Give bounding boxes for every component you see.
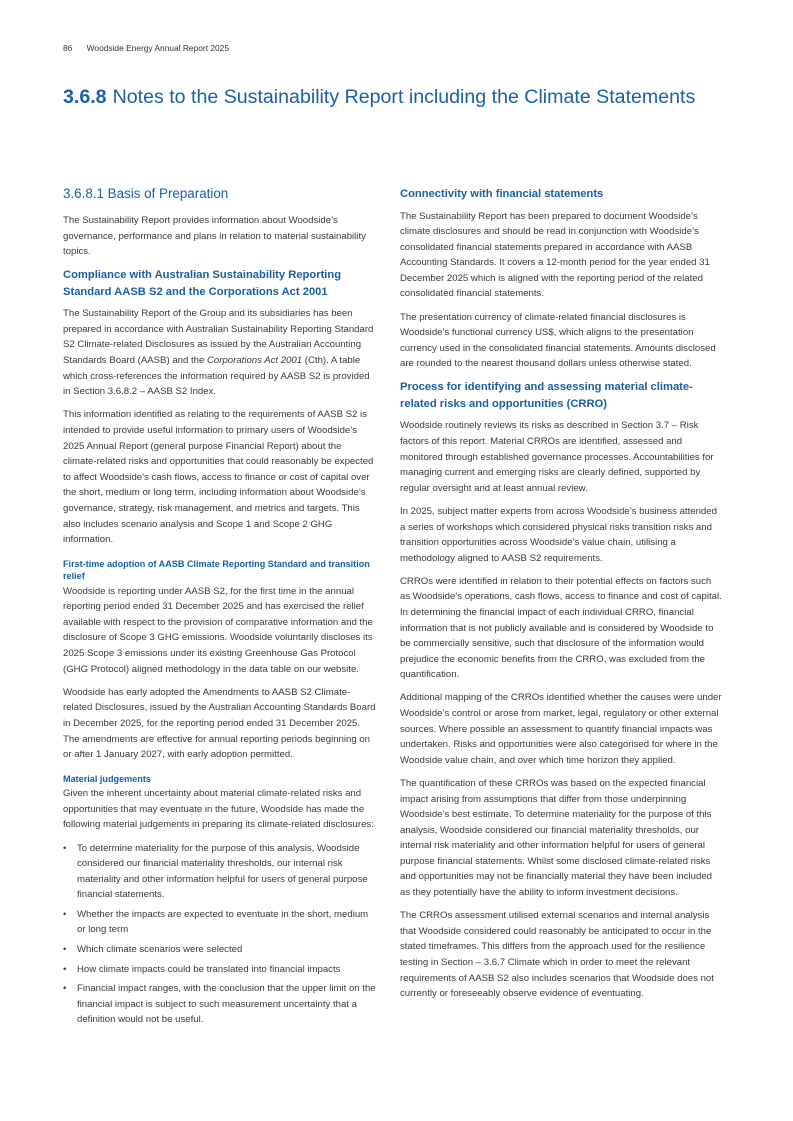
- corporations-act-italic: Corporations Act 2001: [207, 355, 303, 367]
- page-header: [63, 43, 229, 53]
- connectivity-paragraph-1: The Sustainability Report has been prepared to document Woodside’s climate disclosures and should be read in conjunction with Woodside’s consolidated financial statements prepared in accordance with AASB Accounting Standards. It covers a 12-month period for the year ended 31 December 2025 which is aligned with the reporting period of the related consolidated financial statements.: [400, 210, 710, 300]
- material-judgements-heading: Material judgements: [63, 773, 151, 784]
- report-title: Woodside Energy Annual Report 2025: [86, 43, 229, 53]
- list-item: [63, 942, 377, 958]
- connectivity-heading: Connectivity with financial statements: [400, 188, 604, 200]
- process-paragraph-1: Woodside routinely reviews its risks as described in Section 3.7 – Risk factors of this report. Material CRROs are identified, assessed and monitored through established governance processes. Accountabilities for managing current and emerging risks are clearly defined, supported by regular oversight and at least annual review.: [400, 420, 714, 494]
- bullet-icon: •: [63, 842, 67, 854]
- compliance-paragraph-1: [63, 306, 377, 400]
- bullet-icon: •: [63, 908, 67, 920]
- basis-of-preparation-heading: 3.6.8.1 Basis of Preparation: [63, 186, 229, 201]
- process-paragraph-3: CRROs were identified in relation to their potential effects on factors such as Woodside’s operations, cash flows, access to finance and cost of capital. In determining the financial impact of each individual CRRO, financial information that is not publicly available and is considered by Woodside to be commercially sensitive, such that disclosure of the information would prejudice the economic benefits from the CRRO, was excluded from the quantification.: [400, 575, 722, 681]
- list-item: [63, 981, 377, 1028]
- process-paragraph-2: In 2025, subject matter experts from across Woodside’s business attended a series of workshops which considered physical risks transition risks and transition opportunities across Woodside’s value chain, utilising a methodology aligned to AASB S2 requirements.: [400, 505, 717, 564]
- connectivity-paragraph-2: The presentation currency of climate-related financial disclosures is Woodside’s functional currency US$, which aligns to the presentation currency used in the consolidated financial statements. Amounts disclosed are rounded to the nearest thousand dollars unless otherwise stated.: [400, 311, 716, 370]
- list-item: [63, 962, 377, 978]
- section-title: Notes to the Sustainability Report including the Climate Statements: [112, 86, 696, 108]
- bullet-icon: •: [63, 963, 67, 975]
- material-judgements-list: [63, 841, 377, 1029]
- right-column: [400, 186, 722, 1009]
- list-item-text: Financial impact ranges, with the conclusion that the upper limit on the financial impact is subject to such measurement uncertainty that a definition would not be useful.: [77, 983, 376, 1026]
- process-heading: Process for identifying and assessing material climate-related risks and opportunities (CRRO): [400, 381, 693, 410]
- process-paragraph-6: The CRROs assessment utilised external scenarios and internal analysis that Woodside considered could reasonably be anticipated to occur in the stated timeframes. This differs from the approach used for the resilience testing in Section – 3.6.7 Climate which in order to meet the relevant requirements of AASB S2 also includes scenarios that Woodside does not currently or foreseeably observe evidence of eventuating.: [400, 910, 714, 1000]
- page-number: 86: [63, 43, 73, 53]
- intro-paragraph: The Sustainability Report provides information about Woodside’s governance, performance and plans in relation to material sustainability topics.: [63, 215, 366, 258]
- compliance-text-a: The Sustainability Report of the Group and its subsidiaries has been prepared in accordance with Australian Sustainability Reporting Standard S2 Climate-related Disclosures as issued by the Australian Accounting Standards Board (AASB) and the: [63, 308, 374, 367]
- compliance-heading: Compliance with Australian Sustainability Reporting Standard AASB S2 and the Corporations Act 2001: [63, 269, 342, 298]
- page-title: [63, 86, 763, 109]
- process-paragraph-5: The quantification of these CRROs was based on the expected financial impact arising from assumptions that differ from those underpinning Woodside’s best estimate. To determine materiality for the purpose of this analysis, Woodside considered our financial materiality thresholds, our internal risk materiality and other information helpful for users of general purpose financial statements. Whilst some disclosed climate-related risks and opportunities may not be financially material they have been included as they potentially have the ability to inform investment decisions.: [400, 777, 712, 899]
- first-time-paragraph-2: Woodside has early adopted the Amendments to AASB S2 Climate-related Disclosures, issued by the Australian Accounting Standards Board in December 2025, for the reporting period ended 31 December 2025. The amendments are effective for annual reporting periods beginning on or after 1 January 2027, with early adoption permitted.: [63, 686, 376, 761]
- bullet-icon: •: [63, 983, 67, 995]
- list-item: [63, 841, 377, 903]
- first-time-adoption-heading: First-time adoption of AASB Climate Reporting Standard and transition relief: [63, 558, 370, 582]
- left-column: [63, 186, 377, 1032]
- section-number: 3.6.8: [63, 86, 107, 108]
- list-item: [63, 907, 377, 938]
- compliance-paragraph-2: This information identified as relating to the requirements of AASB S2 is intended to provide useful information to primary users of Woodside’s 2025 Annual Report (general purpose Financial Report) about the climate-related risks and opportunities that could reasonably be expected to affect Woodside’s cash flows, access to finance or cost of capital over the short, medium or long term, including information about Woodside’s governance, strategy, risk management, and metrics and targets. This also includes scenario analysis and Scope 1 and Scope 2 GHG information.: [63, 409, 374, 546]
- material-judgements-intro: Given the inherent uncertainty about material climate-related risks and opportunities that may eventuate in the future, Woodside has made the following material judgements in preparing its climate-related disclosures:: [63, 788, 374, 831]
- list-item-text: How climate impacts could be translated into financial impacts: [77, 963, 341, 975]
- list-item-text: Which climate scenarios were selected: [77, 944, 243, 956]
- first-time-paragraph-1: Woodside is reporting under AASB S2, for the first time in the annual reporting period ended 31 December 2025 and has exercised the relief available with respect to the provision of comparative information and the disclosure of Scope 3 GHG emissions. Woodside voluntarily discloses its 2025 Scope 3 emissions under its existing Greenhouse Gas Protocol (GHG Protocol) aligned methodology in the data table on our website.: [63, 585, 373, 675]
- process-paragraph-4: Additional mapping of the CRROs identified whether the causes were under Woodside’s control or arose from market, legal, regulatory or other external sources. Where possible an assessment to quantify financial impacts was undertaken. Risks and opportunities were also categorised for where in the Woodside value chain, and over which time horizon they applied.: [400, 692, 722, 766]
- bullet-icon: •: [63, 944, 67, 956]
- list-item-text: Whether the impacts are expected to eventuate in the short, medium or long term: [77, 908, 369, 936]
- list-item-text: To determine materiality for the purpose of this analysis, Woodside considered our financial materiality thresholds, our internal risk materiality and other information helpful for users of general purpose financial statements.: [77, 842, 368, 901]
- compliance-text-b: (Cth). A table which cross-references the information required by AASB S2 is provided in Section 3.6.8.2 – AASB S2 Index.: [63, 355, 370, 398]
